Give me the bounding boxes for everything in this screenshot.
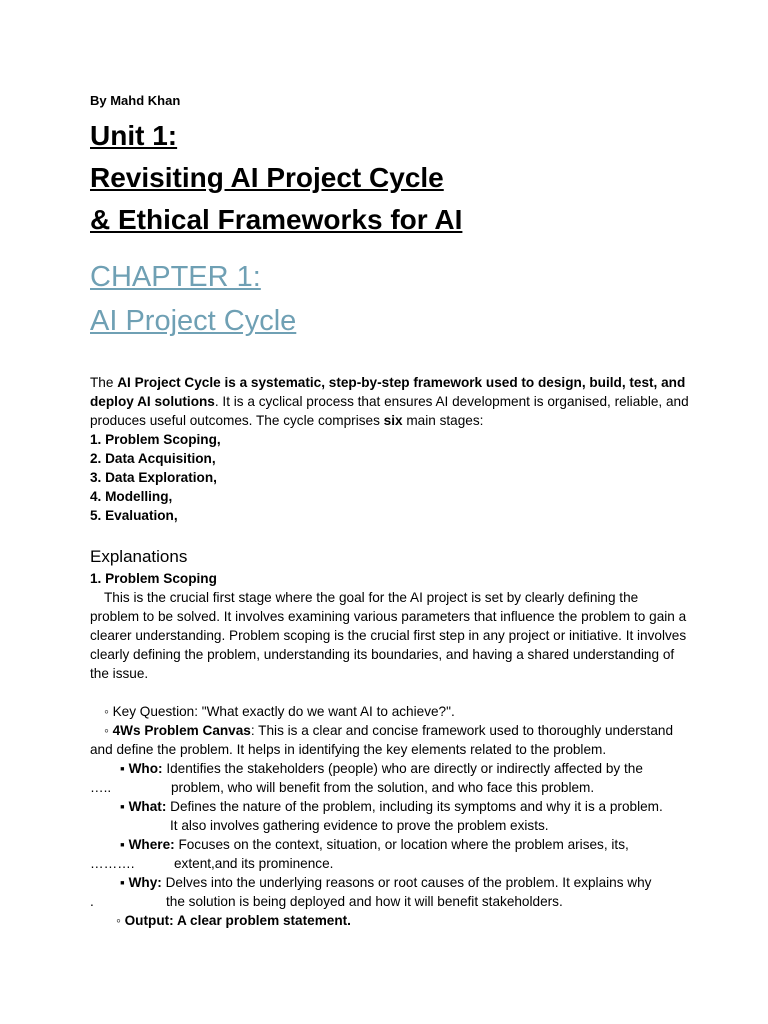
why-text: Delves into the underlying reasons or root causes of the problem. It explains why [161, 875, 652, 890]
canvas-paragraph [90, 721, 690, 759]
who-text: Identifies the stakeholders (people) who are directly or indirectly affected by the [162, 761, 643, 776]
who-text-cont: problem, who will benefit from the solution, and who face this problem. [171, 780, 595, 795]
who-dots: ….. [90, 780, 112, 795]
where-dots: ………. [90, 856, 135, 871]
stages-list [90, 430, 690, 525]
list-item: 4. Modelling, [90, 489, 173, 504]
chapter-title-line-1: CHAPTER 1: [90, 261, 261, 293]
output-text: Output: A clear problem statement. [124, 913, 351, 928]
intro-text-end: main stages: [402, 413, 484, 428]
who-line [90, 759, 690, 778]
document-page [90, 92, 690, 930]
what-line-cont: It also involves gathering evidence to prove the problem exists. [170, 818, 549, 833]
list-item: 3. Data Exploration, [90, 470, 217, 485]
canvas-label: 4Ws Problem Canvas [112, 723, 251, 738]
intro-bold-definition: AI Project Cycle is a systematic, step-by-step framework used to design, build, test, and deploy AI solutions [90, 375, 686, 409]
who-label: ▪ Who: [120, 761, 163, 776]
section-heading: 1. Problem Scoping [90, 571, 217, 586]
why-label: ▪ Why: [120, 875, 162, 890]
circle-bullet-icon: ◦ [104, 723, 113, 738]
intro-lead: The [90, 375, 118, 390]
unit-title-line-2: Revisiting AI Project Cycle [90, 162, 444, 193]
output-line [90, 911, 690, 930]
unit-title-line-1: Unit 1: [90, 120, 178, 151]
intro-text: . It is a cyclical process that ensures AI development is organised, reliable, and produces useful outcomes. The cycle comprises [90, 394, 689, 428]
where-label: ▪ Where: [120, 837, 175, 852]
why-text-cont: the solution is being deployed and how it will benefit stakeholders. [166, 894, 563, 909]
what-line [90, 797, 690, 816]
author-line: By Mahd Khan [90, 93, 181, 108]
key-question: ◦ Key Question: "What exactly do we want AI to achieve?". [104, 704, 455, 719]
section-body: This is the crucial first stage where the goal for the AI project is set by clearly defining the problem to be solved. It involves examining various parameters that influence the problem to gain a clearer understanding. Problem scoping is the crucial first step in any project or initiative. It involves clearly defining the problem, understanding its boundaries, and having a shared understanding of the issue. [90, 590, 687, 681]
circle-bullet-icon: ◦ [116, 913, 125, 928]
list-item: 1. Problem Scoping, [90, 432, 221, 447]
why-line [90, 873, 690, 892]
where-line [90, 835, 690, 854]
intro-bold-count: six [383, 413, 403, 428]
what-label: ▪ What: [120, 799, 167, 814]
intro-paragraph [90, 373, 690, 430]
spacer [90, 683, 690, 702]
why-dots: . [90, 894, 94, 909]
where-text-cont: extent,and its prominence. [174, 856, 334, 871]
list-item: 2. Data Acquisition, [90, 451, 216, 466]
list-item: 5. Evaluation, [90, 508, 178, 523]
where-line-cont [90, 854, 690, 873]
explanations-heading: Explanations [90, 547, 188, 566]
chapter-title-line-2: AI Project Cycle [90, 305, 297, 337]
where-text: Focuses on the context, situation, or location where the problem arises, its, [174, 837, 629, 852]
what-text: Defines the nature of the problem, including its symptoms and why it is a problem. [166, 799, 663, 814]
canvas-text: : This is a clear and concise framework used to thoroughly understand and define the problem. It helps in identifying the key elements related to the problem. [90, 723, 674, 757]
why-line-cont [90, 892, 690, 911]
who-line-cont [90, 778, 690, 797]
chapter-title [90, 255, 690, 343]
unit-title [90, 115, 690, 241]
unit-title-line-3: & Ethical Frameworks for AI [90, 204, 463, 235]
